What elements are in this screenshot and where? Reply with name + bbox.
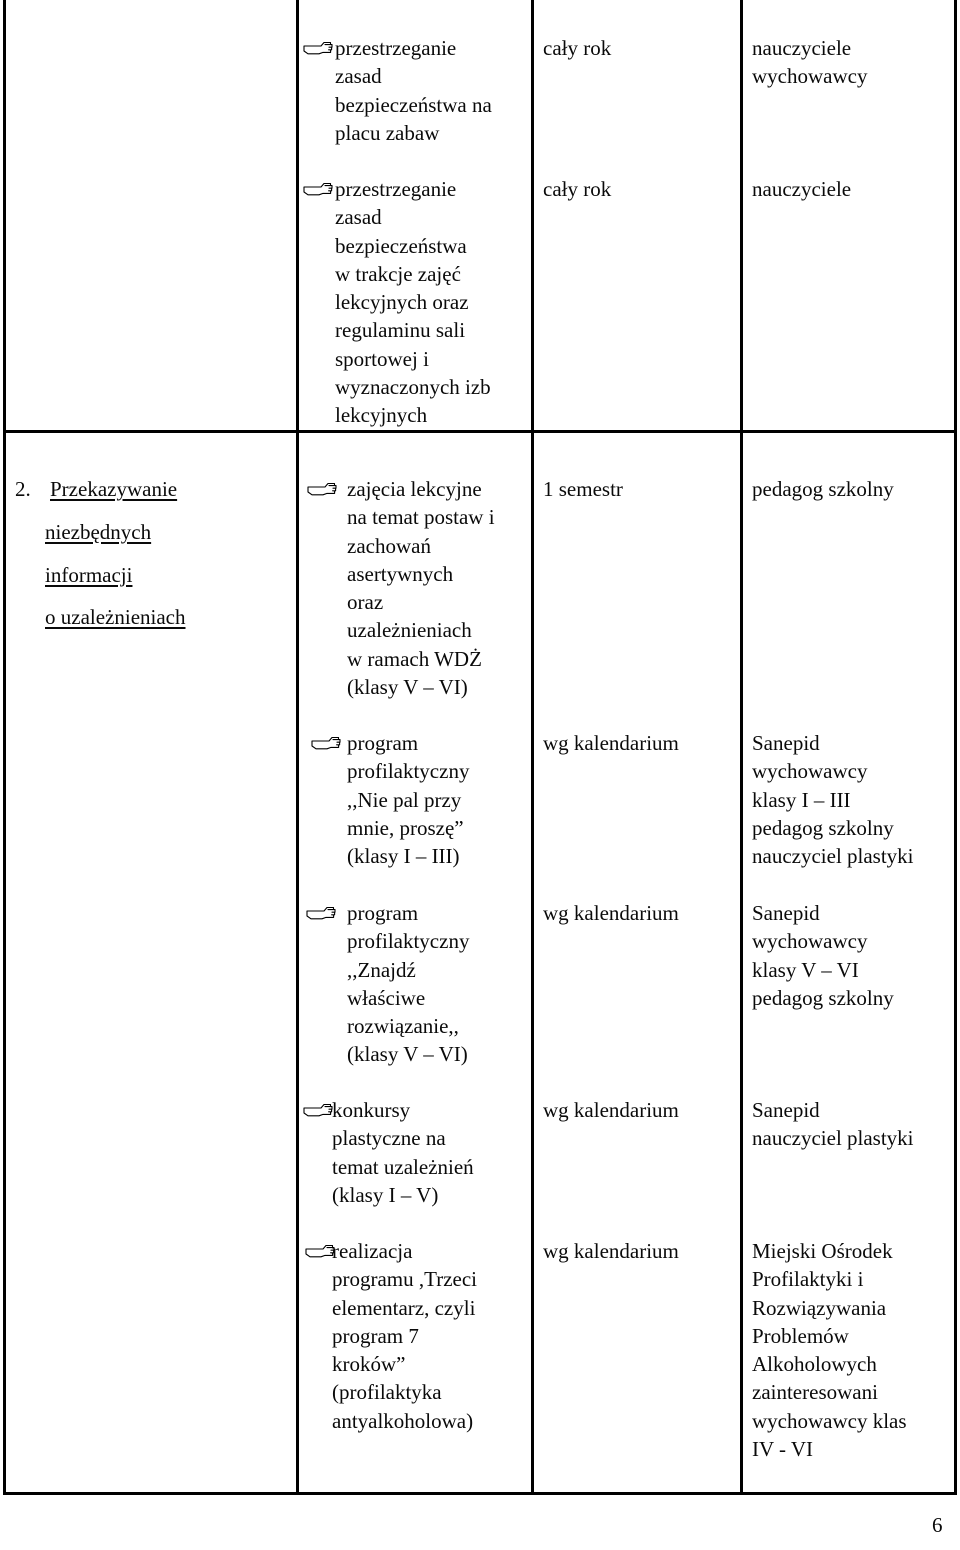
pointing-hand-icon: [305, 1243, 335, 1259]
pointing-hand-icon: [303, 181, 333, 197]
table-border-left-top: [3, 0, 6, 430]
term-text: cały rok: [543, 177, 612, 201]
responsible-text: Sanepid wychowawcy klasy I – III pedagog szkolny nauczyciel plastyki: [752, 731, 914, 869]
table-border-left: [3, 430, 6, 1495]
table-border-right: [954, 0, 957, 1495]
task-text: realizacja programu ,Trzeci elementarz, czyli program 7 kroków” (profilaktyka antyalkoholowa): [332, 1239, 478, 1433]
responsible-text: Miejski Ośrodek Profilaktyki i Rozwiązywania Problemów Alkoholowych zainteresowani wychowawcy klas IV - VI: [752, 1239, 907, 1462]
pointing-hand-icon: [307, 481, 337, 497]
col-divider-1: [296, 0, 299, 1495]
pointing-hand-icon: [303, 1102, 333, 1118]
task-text: program profilaktyczny ,,Nie pal przy mnie, proszę” (klasy I – III): [347, 731, 470, 869]
col-divider-2: [531, 0, 534, 1495]
task-text: przestrzeganie zasad bezpieczeństwa w trakcje zajęć lekcyjnych oraz regulaminu sali sportowej i wyznaczonych izb lekcyjnych: [335, 177, 491, 428]
category-line-2: niezbędnych: [45, 520, 152, 544]
task-text: konkursy plastyczne na temat uzależnień (klasy I – V): [332, 1098, 474, 1207]
pointing-hand-icon: [303, 40, 333, 56]
responsible-text: nauczyciele: [752, 177, 852, 201]
col-divider-3: [740, 0, 743, 1495]
responsible-text: Sanepid wychowawcy klasy V – VI pedagog szkolny: [752, 901, 894, 1010]
term-text: wg kalendarium: [543, 901, 679, 925]
table-border-bottom: [3, 1492, 957, 1495]
category-line-3: informacji: [45, 563, 133, 587]
section-number: 2.: [15, 477, 31, 501]
page-number: 6: [932, 1513, 943, 1537]
task-text: przestrzeganie zasad bezpieczeństwa na placu zabaw: [335, 36, 492, 145]
term-text: wg kalendarium: [543, 731, 679, 755]
row-divider: [3, 430, 957, 433]
pointing-hand-icon: [311, 735, 341, 751]
term-text: cały rok: [543, 36, 612, 60]
responsible-text: pedagog szkolny: [752, 477, 894, 501]
responsible-text: nauczyciele wychowawcy: [752, 36, 868, 89]
pointing-hand-icon: [306, 905, 336, 921]
category-line-1: Przekazywanie: [50, 477, 178, 501]
term-text: wg kalendarium: [543, 1098, 679, 1122]
responsible-text: Sanepid nauczyciel plastyki: [752, 1098, 914, 1151]
term-text: wg kalendarium: [543, 1239, 679, 1263]
term-text: 1 semestr: [543, 477, 623, 501]
category-line-4: o uzależnieniach: [45, 605, 186, 629]
task-text: program profilaktyczny ,,Znajdź właściwe rozwiązanie,, (klasy V – VI): [347, 901, 470, 1067]
task-text: zajęcia lekcyjne na temat postaw i zachowań asertywnych oraz uzależnieniach w ramach WDŻ (klasy V – VI): [347, 477, 495, 700]
